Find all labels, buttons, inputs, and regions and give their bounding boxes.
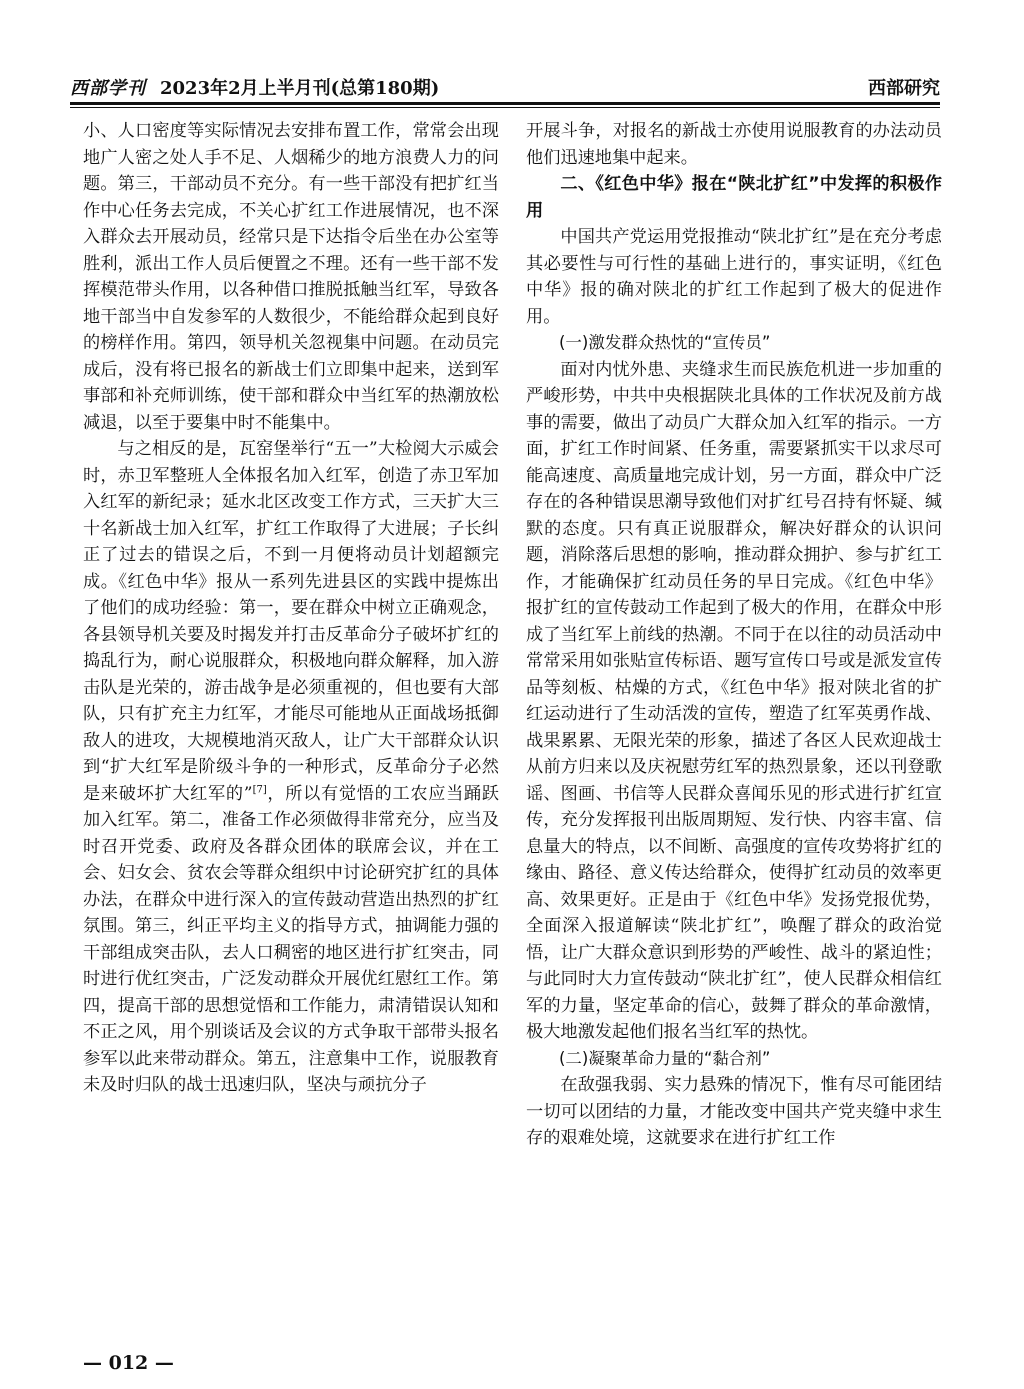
header-rule-thin [70,107,940,108]
paragraph-text: ，所以有觉悟的工农应当踊跃加入红军。第二，准备工作必须做得非常充分，应当及时召开党委、政府及各群众团体的联席会议，并在工会、妇女会、贫农会等群众组织中讨论研究扩红的具体办法，在群众中进行深入的宣传鼓动营造出热烈的扩红氛围。第三，纠正平均主义的指导方式，抽调能力强的干部组成突击队，去人口稠密的地区进行扩红突击，同时进行优红突击，广泛发动群众开展优红慰红工作。第四，提高干部的思想觉悟和工作能力，肃清错误认知和不正之风，用个别谈话及会议的方式争取干部带头报名参军以此来带动群众。第五，注意集中工作，说服教育未及时归队的战士迅速归队，坚决与顽抗分子 [83,783,499,1095]
subsection-heading: (一)激发群众热忱的“宣传员” [559,333,771,352]
paragraph: 小、人口密度等实际情况去安排布置工作，常常会出现地广人密之处人手不足、人烟稀少的地方浪费人力的问题。第三，干部动员不充分。有一些干部没有把扩红当作中心任务去完成，不关心扩红工作进展情况，也不深入群众去开展动员，经常只是下达指令后坐在办公室等胜利，派出工作人员后便置之不理。还有一些干部不发挥模范带头作用，以各种借口推脱抵触当红军，导致各地干部当中自发参军的人数很少，不能给群众起到良好的榜样作用。第四，领导机关忽视集中问题。在动员完成后，没有将已报名的新战士们立即集中起来，送到军事部和补充师训练，使干部和群众中当红军的热潮放松减退，以至于要集中时不能集中。 [83,121,499,433]
citation-ref[interactable]: [7] [252,783,267,795]
paragraph-text: 与之相反的是，瓦窑堡举行“五一”大检阅大示威会时，赤卫军整班人全体报名加入红军，创造了赤卫军加入红军的新纪录；延水北区改变工作方式，三天扩大三十名新战士加入红军，扩红工作取得了大进展；子长纠正了过去的错误之后，不到一月便将动员计划超额完成。《红色中华》报从一系列先进县区的实践中提炼出了他们的成功经验：第一，要在群众中树立正确观念，各县领导机关要及时揭发并打击反革命分子破坏扩红的捣乱行为，耐心说服群众，积极地向群众解释，加入游击队是光荣的，游击战争是必须重视的，但也要有大部队，只有扩充主力红军，才能尽可能地从正面战场抵御敌人的进攻，大规模地消灭敌人，让广大干部群众认识到“扩大红军是阶级斗争的一种形式，反革命分子必然是来破坏扩大红军的” [83,439,499,804]
left-column [83,118,499,1343]
paragraph [83,436,499,1099]
issue-info: 2023年2月上半月刊(总第180期) [160,78,440,99]
header-rule-thick [70,102,940,105]
subsection-heading: (二)凝聚革命力量的“黏合剂” [559,1048,771,1068]
paragraph: 在敌强我弱、实力悬殊的情况下，惟有尽可能团结一切可以团结的力量，才能改变中国共产党夹缝中求生存的艰难处境，这就要求在进行扩红工作 [526,1075,942,1148]
paragraph: 面对内忧外患、夹缝求生而民族危机进一步加重的严峻形势，中共中央根据陕北具体的工作状况及前方战事的需要，做出了动员广大群众加入红军的指示。一方面，扩红工作时间紧、任务重，需要紧抓实干以求尽可能高速度、高质量地完成计划，另一方面，群众中广泛存在的各种错误思潮导致他们对扩红号召持有怀疑、缄默的态度。只有真正说服群众，解决好群众的认识问题，消除落后思想的影响，推动群众拥护、参与扩红工作，才能确保扩红动员任务的早日完成。《红色中华》报扩红的宣传鼓动工作起到了极大的作用，在群众中形成了当红军上前线的热潮。不同于在以往的动员活动中常常采用如张贴宣传标语、题写宣传口号或是派发宣传品等刻板、枯燥的方式，《红色中华》报对陕北省的扩红运动进行了生动活泼的宣传，塑造了红军英勇作战、战果累累、无限光荣的形象，描述了各区人民欢迎战士从前方归来以及庆祝慰劳红军的热烈景象，还以刊登歌谣、图画、书信等人民群众喜闻乐见的形式进行扩红宣传，充分发挥报刊出版周期短、发行快、内容丰富、信息量大的特点，以不间断、高强度的宣传攻势将扩红的缘由、路径、意义传达给群众，使得扩红动员的效率更高、效果更好。正是由于《红色中华》发扬党报优势，全面深入报道解读“陕北扩红”，唤醒了群众的政治觉悟，让广大群众意识到形势的严峻性、战斗的紧迫性；与此同时大力宣传鼓动“陕北扩红”，使人民群众相信红军的力量，坚定革命的信心，鼓舞了群众的革命激情，极大地激发起他们报名当红军的热忱。 [526,359,942,1042]
section-heading: 二、《红色中华》报在“陕北扩红”中发挥的积极作用 [526,174,942,221]
journal-logo: 西部学刊 [70,78,146,99]
paragraph: 中国共产党运用党报推动“陕北扩红”是在充分考虑其必要性与可行性的基础上进行的，事实证明，《红色中华》报的确对陕北的扩红工作起到了极大的促进作用。 [526,227,942,327]
page-number: — 012 — [83,1352,174,1374]
right-column [526,118,942,1343]
running-header [70,70,940,100]
section-name: 西部研究 [868,78,940,99]
paragraph: 开展斗争，对报名的新战士亦使用说服教育的办法动员他们迅速地集中起来。 [526,121,942,168]
